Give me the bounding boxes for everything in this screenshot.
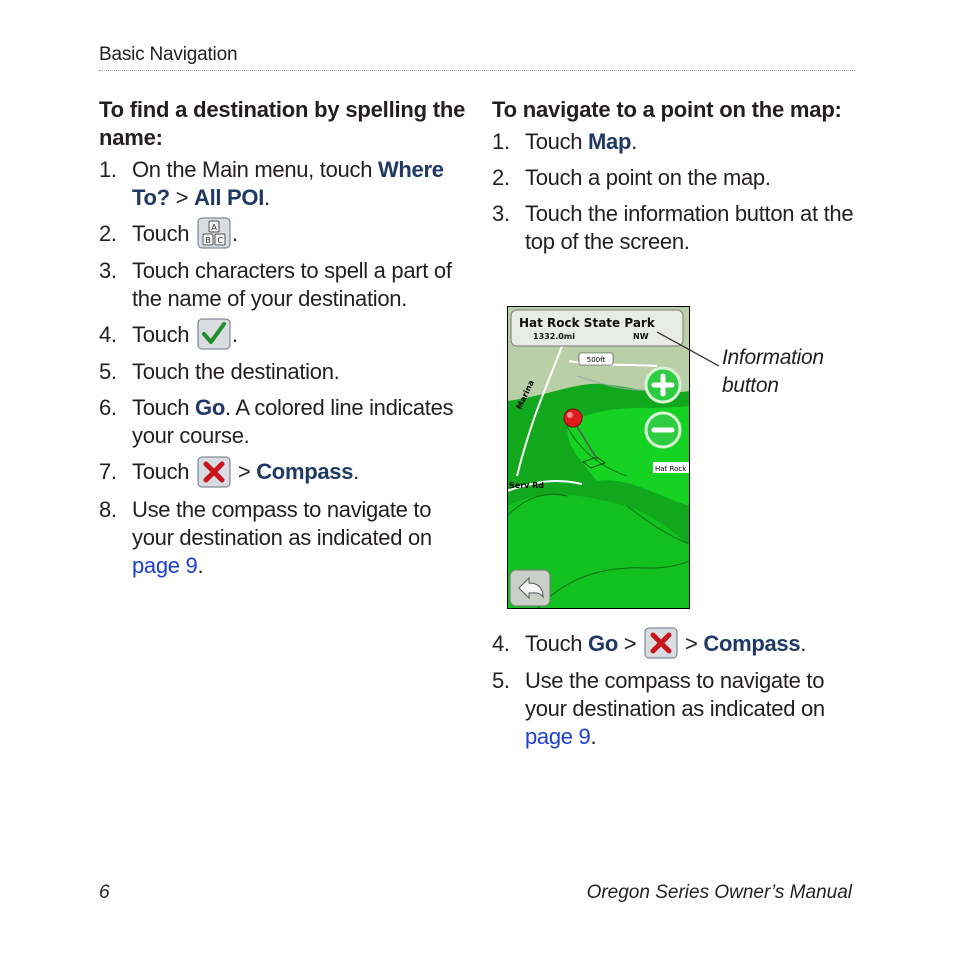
step-3: 3. Touch the information button at the top of the screen.	[492, 201, 854, 254]
step-2: 2. Touch A B C .	[99, 220, 469, 249]
information-button-callout: Information button	[722, 346, 824, 397]
map-keyword: Map	[588, 129, 632, 154]
step-1: 1. On the Main menu, touch Where To? > All POI.	[99, 157, 444, 210]
map-distance: 1332.0mi	[533, 332, 575, 341]
step-4: 4. Touch Go > > Compass.	[492, 630, 862, 659]
zoom-out-icon[interactable]	[646, 413, 680, 447]
step-number: 2.	[492, 165, 510, 190]
step-number: 5.	[492, 668, 510, 694]
step-4: 4. Touch .	[99, 321, 469, 350]
step-7: 7. Touch > Compass.	[99, 458, 469, 487]
step-number: 4.	[492, 631, 510, 656]
svg-text:C: C	[217, 236, 223, 246]
right-column	[492, 96, 862, 264]
close-x-icon	[644, 627, 678, 659]
abc-keyboard-icon	[197, 217, 231, 249]
callout-leader-line	[655, 330, 725, 370]
right-steps-a	[492, 128, 862, 256]
page-number: 6	[99, 882, 110, 903]
header-divider	[99, 70, 855, 71]
map-direction: NW	[633, 332, 649, 341]
right-heading: To navigate to a point on the map:	[492, 97, 842, 122]
road-label-serv: Serv Rd	[509, 481, 545, 490]
manual-title: Oregon Series Owner’s Manual	[586, 882, 852, 903]
where-to-keyword: Where To?	[132, 157, 444, 210]
svg-text:B: B	[205, 236, 211, 246]
step-number: 1.	[99, 157, 117, 182]
left-heading: To find a destination by spelling the name:	[99, 97, 466, 150]
map-place-title: Hat Rock State Park	[519, 316, 655, 330]
svg-text:A: A	[211, 223, 217, 233]
scale-label: 500ft	[586, 356, 606, 364]
right-column-lower	[492, 630, 862, 759]
step-6: 6. Touch Go. A colored line indicates your course.	[99, 395, 454, 449]
step-number: 1.	[492, 129, 510, 154]
road-label-marina: Marina	[514, 378, 536, 411]
go-keyword: Go	[588, 631, 618, 656]
step-number: 8.	[99, 496, 117, 522]
go-keyword: Go	[195, 395, 225, 421]
all-poi-keyword: All POI	[193, 185, 265, 210]
step-number: 3.	[99, 258, 117, 284]
close-x-icon	[197, 456, 231, 488]
zoom-in-icon[interactable]	[646, 368, 680, 402]
step-8: 8. Use the compass to navigate to your destination as indicated on page 9.	[99, 496, 432, 578]
left-steps	[99, 156, 469, 580]
compass-keyword: Compass	[256, 459, 354, 485]
page-9-link[interactable]: page 9	[132, 552, 198, 578]
left-column	[99, 96, 469, 588]
right-steps-b	[492, 630, 862, 751]
step-number: 3.	[492, 201, 510, 226]
poi-label: Hat Rock	[655, 465, 687, 473]
section-header: Basic Navigation	[99, 44, 238, 65]
step-5: 5. Touch the destination.	[99, 359, 340, 385]
back-arrow-icon[interactable]	[510, 570, 550, 606]
step-number: 2.	[99, 221, 117, 246]
step-1: 1. Touch Map.	[492, 129, 637, 154]
step-number: 7.	[99, 459, 117, 485]
compass-keyword: Compass	[703, 631, 801, 656]
step-2: 2. Touch a point on the map.	[492, 165, 771, 190]
step-number: 5.	[99, 359, 117, 385]
step-3: 3. Touch characters to spell a part of the name of your destination.	[99, 258, 452, 312]
step-number: 4.	[99, 322, 117, 348]
step-number: 6.	[99, 395, 117, 421]
page-9-link[interactable]: page 9	[525, 724, 591, 750]
step-5: 5. Use the compass to navigate to your destination as indicated on page 9.	[492, 668, 825, 750]
checkmark-icon	[197, 318, 231, 350]
